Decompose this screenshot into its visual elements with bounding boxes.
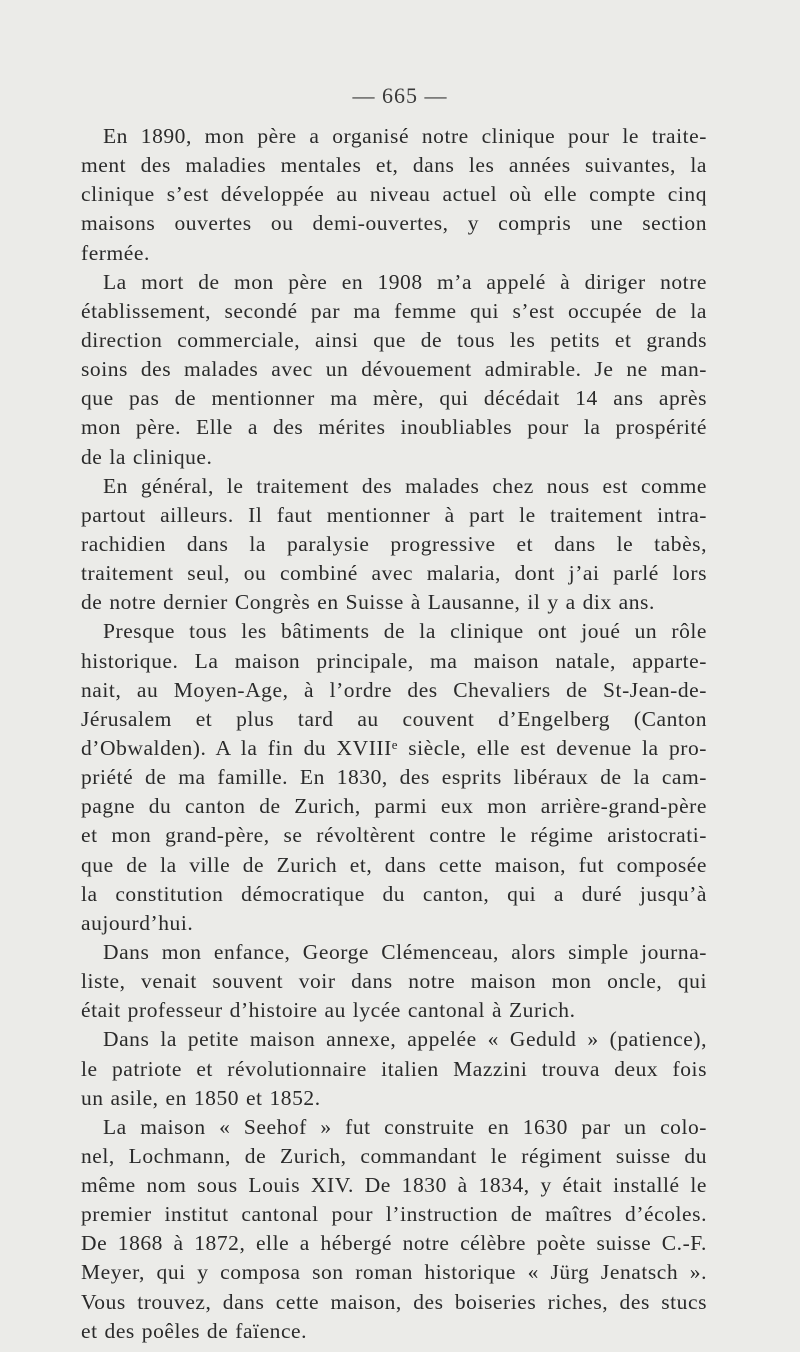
text-line: fermée. xyxy=(81,240,150,265)
text-line: clinique s’est développée au niveau actuel où elle compte cinq xyxy=(81,182,707,207)
text-line: Vous trouvez, dans cette maison, des boiseries riches, des stucs xyxy=(81,1289,707,1314)
text-line: établissement, secondé par ma femme qui s’est occupée de la xyxy=(81,298,707,323)
text-line: nait, au Moyen-Age, à l’ordre des Chevaliers de St-Jean-de- xyxy=(81,677,707,702)
text-line: Dans la petite maison annexe, appelée « Geduld » (patience), xyxy=(103,1027,707,1052)
text-line: Meyer, qui y composa son roman historique « Jürg Jenatsch ». xyxy=(81,1260,707,1285)
text-line: Jérusalem et plus tard au couvent d’Engelberg (Canton xyxy=(81,706,707,731)
text-line: d’Obwalden). A la fin du XVIIIᵉ siècle, elle est devenue la pro- xyxy=(81,735,707,760)
text-line: Presque tous les bâtiments de la clinique ont joué un rôle xyxy=(103,619,707,644)
text-line: et des poêles de faïence. xyxy=(81,1318,308,1343)
text-line: était professeur d’histoire au lycée cantonal à Zurich. xyxy=(81,998,576,1023)
text-line: que pas de mentionner ma mère, qui décédait 14 ans après xyxy=(81,386,707,411)
text-line: ment des maladies mentales et, dans les années suivantes, la xyxy=(81,153,707,178)
text-line: soins des malades avec un dévouement admirable. Je ne man- xyxy=(81,357,707,382)
text-line: même nom sous Louis XIV. De 1830 à 1834, y était installé le xyxy=(81,1173,707,1198)
text-line: que de la ville de Zurich et, dans cette maison, fut composée xyxy=(81,852,707,877)
text-line: de la clinique. xyxy=(81,444,213,469)
text-line: le patriote et révolutionnaire italien Mazzini trouva deux fois xyxy=(81,1056,707,1081)
text-line: La mort de mon père en 1908 m’a appelé à diriger notre xyxy=(103,269,707,294)
text-line: pagne du canton de Zurich, parmi eux mon arrière-grand-père xyxy=(81,794,707,819)
text-line: rachidien dans la paralysie progressive et dans le tabès, xyxy=(81,531,707,556)
text-line: mon père. Elle a des mérites inoubliables pour la prospérité xyxy=(81,415,707,440)
text-line: historique. La maison principale, ma maison natale, apparte- xyxy=(81,648,707,673)
text-line: aujourd’hui. xyxy=(81,910,194,935)
text-line: En général, le traitement des malades chez nous est comme xyxy=(103,473,707,498)
text-line: traitement seul, ou combiné avec malaria, dont j’ai parlé lors xyxy=(81,561,707,586)
text-line: liste, venait souvent voir dans notre maison mon oncle, qui xyxy=(81,969,707,994)
body-text xyxy=(81,122,707,1346)
text-line: partout ailleurs. Il faut mentionner à part le traitement intra- xyxy=(81,502,707,527)
text-line: nel, Lochmann, de Zurich, commandant le régiment suisse du xyxy=(81,1143,707,1168)
text-line: En 1890, mon père a organisé notre clinique pour le traite- xyxy=(103,124,707,148)
text-line: La maison « Seehof » fut construite en 1630 par un colo- xyxy=(103,1114,707,1139)
text-line: Dans mon enfance, George Clémenceau, alors simple journa- xyxy=(103,939,707,964)
text-line: de notre dernier Congrès en Suisse à Lausanne, il y a dix ans. xyxy=(81,590,655,615)
text-line: maisons ouvertes ou demi-ouvertes, y compris une section xyxy=(81,211,707,236)
text-line: un asile, en 1850 et 1852. xyxy=(81,1085,321,1110)
text-line: priété de ma famille. En 1830, des esprits libéraux de la cam- xyxy=(81,765,707,790)
page-number: — 665 — xyxy=(352,83,448,108)
text-line: direction commerciale, ainsi que de tous les petits et grands xyxy=(81,327,707,352)
text-line: la constitution démocratique du canton, qui a duré jusqu’à xyxy=(81,881,707,906)
text-line: et mon grand-père, se révoltèrent contre le régime aristocrati- xyxy=(81,823,707,848)
text-line: De 1868 à 1872, elle a hébergé notre célèbre poète suisse C.-F. xyxy=(81,1231,707,1256)
text-line: premier institut cantonal pour l’instruction de maîtres d’écoles. xyxy=(81,1202,707,1227)
